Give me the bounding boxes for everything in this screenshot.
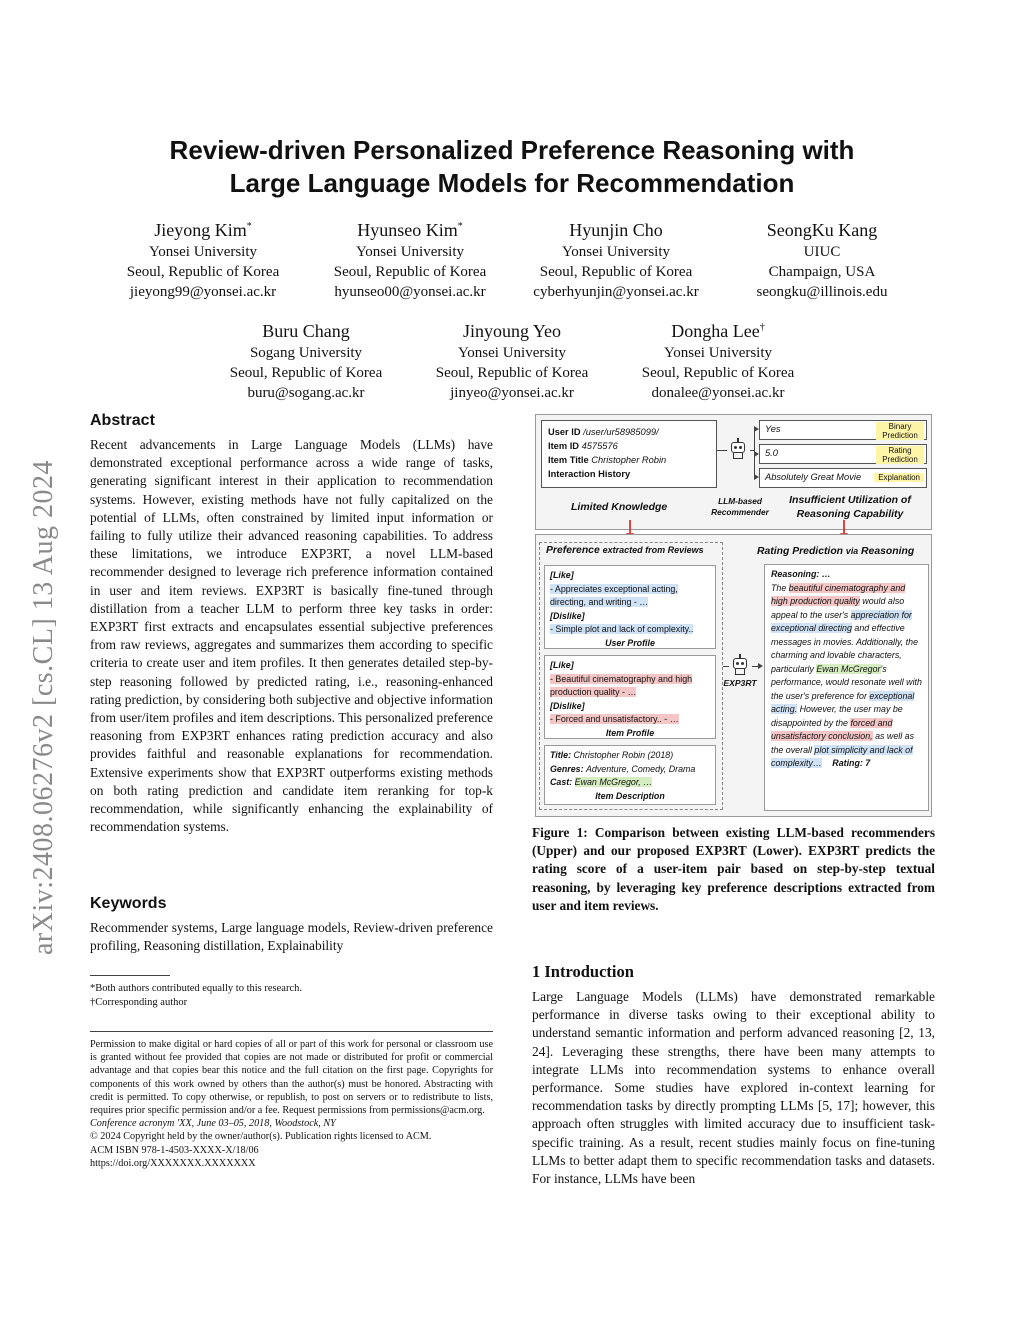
- author-mark: †: [759, 322, 765, 333]
- rating-output-final: Rating: 7: [832, 758, 871, 768]
- author-location: Seoul, Republic of Korea: [126, 264, 280, 280]
- item-title-value: Christopher Robin: [591, 455, 667, 465]
- author-email[interactable]: cyberhyunjin@yonsei.ac.kr: [533, 284, 699, 300]
- conference-info: Conference acronym 'XX, June 03–05, 2018, Woodstock, NY: [90, 1118, 336, 1130]
- author-location: Seoul, Republic of Korea: [641, 365, 795, 381]
- red-arrow: [629, 520, 631, 534]
- arrow-line: [723, 666, 729, 667]
- binary-output-box: [759, 420, 927, 440]
- user-id-value: /user/ur58985099/: [583, 427, 659, 437]
- item-profile-label: Item Profile: [605, 727, 655, 738]
- author-block: [613, 317, 823, 403]
- author-name: Buru Chang: [262, 321, 350, 341]
- binary-output: Yes: [765, 424, 781, 434]
- user-like-line-1: - Appreciates exceptional acting,: [550, 583, 678, 594]
- item-id-label: Item ID: [548, 441, 579, 451]
- item-desc-cast: Cast: Ewan McGregor, …: [550, 777, 653, 787]
- item-title-label: Item Title: [548, 455, 589, 465]
- preference-column: [539, 542, 723, 810]
- title-line-1: Review-driven Personalized Preference Reasoning with: [169, 135, 855, 165]
- llm-recommender-label: LLM-based Recommender: [711, 496, 769, 517]
- author-email[interactable]: jieyong99@yonsei.ac.kr: [129, 284, 277, 300]
- author-affiliation: UIUC: [803, 244, 841, 260]
- author-location: Seoul, Republic of Korea: [435, 365, 589, 381]
- interaction-history-label: Interaction History: [548, 469, 631, 479]
- dislike-label: [Dislike]: [550, 610, 585, 621]
- reasoning-card: [764, 564, 929, 811]
- abstract-heading: Abstract: [90, 412, 155, 429]
- introduction-heading: 1 Introduction: [532, 962, 634, 981]
- title-line-2: Large Language Models for Recommendation: [229, 168, 795, 198]
- author-block: [511, 216, 721, 302]
- rating-output: 5.0: [765, 448, 778, 458]
- copyright-line: © 2024 Copyright held by the owner/author(s). Publication rights licensed to ACM.: [90, 1131, 432, 1143]
- paper-title: [90, 134, 934, 200]
- author-email[interactable]: buru@sogang.ac.kr: [247, 385, 365, 401]
- doi-link[interactable]: https://doi.org/XXXXXXX.XXXXXXX: [90, 1157, 256, 1169]
- reasoning-label: Reasoning: …: [771, 569, 831, 579]
- figure-1: [535, 414, 932, 817]
- author-affiliation: Sogang University: [249, 345, 363, 361]
- author-block: [305, 216, 515, 302]
- author-email[interactable]: hyunseo00@yonsei.ac.kr: [334, 284, 486, 300]
- author-email[interactable]: donalee@yonsei.ac.kr: [651, 385, 785, 401]
- footnote-corresponding: †Corresponding author: [90, 997, 188, 1008]
- author-mark: *: [246, 221, 252, 232]
- item-description-label: Item Description: [595, 790, 665, 801]
- arxiv-identifier: arXiv:2408.06276v2 [cs.CL] 13 Aug 2024: [28, 460, 59, 955]
- exp3rt-robot-icon: [729, 654, 751, 676]
- author-location: Champaign, USA: [768, 264, 876, 280]
- red-arrow: [843, 520, 845, 534]
- rating-prediction-tag: Rating Prediction: [876, 446, 924, 464]
- abstract-section: [90, 412, 493, 836]
- user-profile-card: [544, 565, 716, 649]
- item-like-line-2: production quality - …: [550, 687, 637, 697]
- permission-rule: [90, 1031, 493, 1032]
- introduction-section: [532, 962, 935, 1188]
- figure-caption: [532, 824, 935, 915]
- caption-text: Figure 1: Comparison between existing LLM-based recommenders (Upper) and our proposed EXP3RT (Lower). EXP3RT predicts the rating score of a user-item pair based on step-by-step textual reasoning, by leveraging key preference descriptions extracted from user and item reviews.: [532, 825, 935, 913]
- keywords-heading: Keywords: [90, 895, 167, 912]
- item-desc-title: Title: Christopher Robin (2018): [550, 750, 674, 760]
- author-name: Hyunjin Cho: [569, 220, 663, 240]
- keywords-section: [90, 895, 493, 955]
- arrow-line: [717, 450, 727, 451]
- footnote-equal: *Both authors contributed equally to this research.: [90, 983, 302, 994]
- item-like-line-1: - Beautiful cinematography and high: [550, 673, 693, 684]
- author-affiliation: Yonsei University: [457, 345, 567, 361]
- preference-title-main: Preference: [546, 545, 600, 556]
- insufficient-reasoning-label: Insufficient Utilization of Reasoning Capability: [789, 494, 911, 520]
- abstract-text: Recent advancements in Large Language Models (LLMs) have demonstrated exceptional performance across a wide range of tasks, generating significant interest in their application to recommendation systems. However, existing methods have not fully capitalized on the potential of LLMs, often constrained by limited input information or failing to fully utilize their advanced reasoning capabilities. To address these limitations, we introduce EXP3RT, a novel LLM-based recommender designed to leverage rich preference information contained in user and item reviews. EXP3RT is basically fine-tuned through distillation from a teacher LLM to perform three key tasks in order: EXP3RT first extracts and encapsulates essential subjective preferences from raw reviews, aggregates and summarizes them according to specific criteria to create user and item profiles. It then generates detailed step-by-step reasoning followed by predicted rating, i.e., reasoning-enhanced rating prediction, by considering both subjective and objective information from user/item profiles and item descriptions. This personalized preference reasoning from EXP3RT enhances rating prediction accuracy and also provides faithful and reasonable explanations for recommendation. Extensive experiments show that EXP3RT outperforms existing methods on both rating prediction and candidate item reranking for top-k recommendation, while significantly enhancing the explainability of recommendation systems.: [90, 437, 493, 835]
- author-email[interactable]: jinyeo@yonsei.ac.kr: [450, 385, 574, 401]
- item-profile-card: [544, 655, 716, 739]
- preference-title: [546, 545, 704, 556]
- rating-output-box: [759, 444, 927, 464]
- footnotes: [90, 975, 493, 1010]
- input-info-box: [541, 420, 717, 488]
- robot-icon: [727, 438, 749, 460]
- item-desc-genres: Genres: Adventure, Comedy, Drama: [550, 763, 696, 774]
- author-name: Dongha Lee: [671, 321, 760, 341]
- explanation-tag: Explanation: [874, 473, 924, 482]
- user-dislike-line: - Simple plot and lack of complexity..: [550, 624, 694, 634]
- reasoning-text: The beautiful cinematography and high production quality would also appeal to the user's appreciation for exceptional directing and effective messages in movies. Additionally, the charming and lovable characters, particularly Ewan McGregor's performance, would resonate well with the user's preference for exceptional acting. However, the user may be disappointed by the forced and unsatisfactory conclusion, as well as the overall plot simplicity and lack of complexity… Rating: 7: [771, 582, 922, 768]
- author-affiliation: Yonsei University: [355, 244, 465, 260]
- author-mark: *: [457, 221, 463, 232]
- rating-prediction-title: Rating Prediction via Reasoning: [757, 546, 915, 557]
- introduction-text: Large Language Models (LLMs) have demonstrated remarkable performance in diverse tasks owing to their exceptional ability to understand semantic information and perform advanced reasoning [2, 13, 24]. Leveraging these strengths, there have been many attempts to integrate LLMs into recommendation systems to enhance overall performance. Some studies have explored in-context learning for recommendation tasks by directly prompting LLMs [5, 17]; however, this approach often struggles with limited accuracy due to insufficient task-specific training. As a result, recent studies mainly focus on fine-tuning LLMs to better adapt them to specific recommendation tasks and datasets. For instance, LLMs have been: [532, 989, 935, 1187]
- author-name: Hyunseo Kim: [357, 220, 458, 240]
- like-label: [Like]: [550, 660, 574, 670]
- rating-prediction-column: [759, 542, 928, 810]
- author-name: Jieyong Kim: [154, 220, 247, 240]
- explanation-output: Absolutely Great Movie: [765, 472, 862, 482]
- like-label: [Like]: [550, 570, 574, 580]
- author-location: Seoul, Republic of Korea: [333, 264, 487, 280]
- dislike-label: [Dislike]: [550, 700, 585, 711]
- author-block: [98, 216, 308, 302]
- preference-title-small: extracted from Reviews: [602, 545, 704, 555]
- permission-text: Permission to make digital or hard copies of all or part of this work for personal or classroom use is granted without fee provided that copies are not made or distributed for profit or commercial advantage and that copies bear this notice and the full citation on the first page. Copyrights for components of this work owned by others than the author(s) must be honored. Abstracting with credit is permitted. To copy otherwise, or republish, to post on servers or to redistribute to lists, requires prior specific permission and/or a fee. Request permissions from permissions@acm.org.: [90, 1039, 493, 1117]
- author-affiliation: Yonsei University: [663, 345, 773, 361]
- author-location: Seoul, Republic of Korea: [229, 365, 383, 381]
- isbn-line: ACM ISBN 978-1-4503-XXXX-X/18/06: [90, 1144, 259, 1156]
- author-name: SeongKu Kang: [766, 220, 878, 240]
- user-like-line-2: directing, and writing - …: [550, 597, 649, 607]
- item-description-card: [544, 745, 716, 805]
- user-profile-label: User Profile: [605, 637, 655, 648]
- keywords-text: Recommender systems, Large language models, Review-driven preference profiling, Reasoning distillation, Explainability: [90, 920, 493, 954]
- author-email[interactable]: seongku@illinois.edu: [756, 284, 888, 300]
- exp3rt-label: EXP3RT: [723, 678, 757, 688]
- limited-knowledge-label: Limited Knowledge: [571, 501, 668, 513]
- binary-prediction-tag: Binary Prediction: [876, 422, 924, 440]
- author-affiliation: Yonsei University: [148, 244, 258, 260]
- user-id-label: User ID: [548, 427, 581, 437]
- author-block: [717, 216, 927, 302]
- explanation-output-box: [759, 468, 927, 488]
- author-block: [201, 317, 411, 403]
- author-location: Seoul, Republic of Korea: [539, 264, 693, 280]
- author-affiliation: Yonsei University: [561, 244, 671, 260]
- permission-block: [90, 1031, 493, 1170]
- author-name: Jinyoung Yeo: [462, 321, 562, 341]
- item-dislike-line: - Forced and unsatisfactory.. - …: [550, 714, 679, 724]
- item-id-value: 4575576: [581, 441, 618, 451]
- author-block: [407, 317, 617, 403]
- footnote-rule: [90, 975, 170, 976]
